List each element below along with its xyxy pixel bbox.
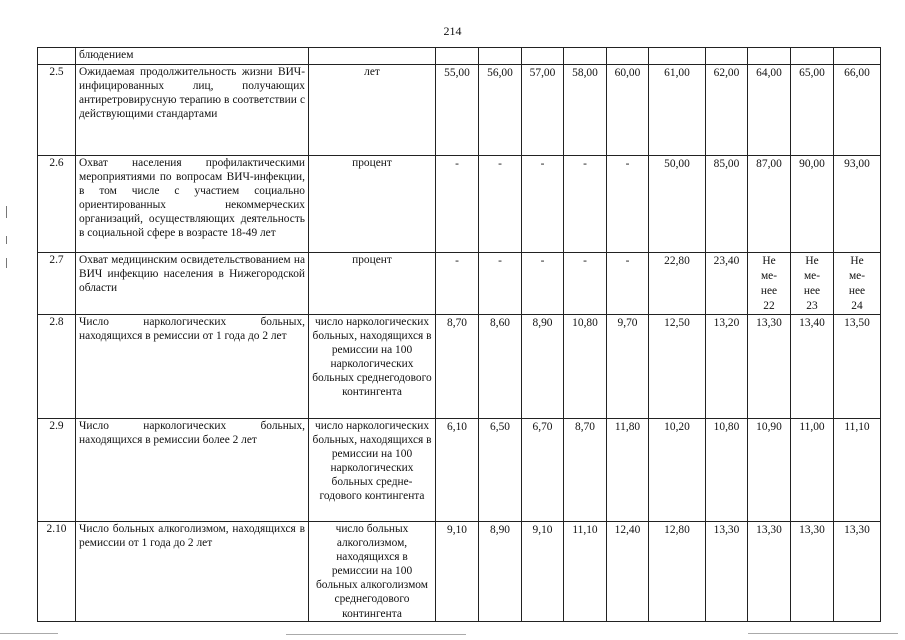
table-row <box>38 522 881 622</box>
value-cell: 6,10 <box>436 419 479 522</box>
value-line: нее <box>803 285 821 297</box>
margin-mark <box>6 236 7 244</box>
value-cell: 8,90 <box>479 522 522 622</box>
row-number-cell: 2.7 <box>38 253 76 315</box>
value-line: Не <box>805 255 819 267</box>
value-cell <box>607 48 649 65</box>
margin-mark <box>6 258 7 268</box>
value-cell <box>748 48 791 65</box>
value-cell: 11,00 <box>791 419 834 522</box>
value-cell: 50,00 <box>649 156 706 253</box>
unit-cell: процент <box>309 156 436 253</box>
value-cell: 6,50 <box>479 419 522 522</box>
value-cell: 8,70 <box>564 419 607 522</box>
row-number-cell: 2.10 <box>38 522 76 622</box>
value-cell: 13,50 <box>834 315 881 419</box>
value-cell <box>706 48 748 65</box>
value-cell: - <box>607 156 649 253</box>
value-cell <box>522 48 564 65</box>
value-line: 24 <box>851 300 863 312</box>
value-cell: 55,00 <box>436 65 479 156</box>
row-number-cell <box>38 48 76 65</box>
description-cell: блюдением <box>76 48 309 65</box>
description-cell: Число больных алкоголизмом, находящихся в ремиссии от 1 года до 2 лет <box>76 522 309 622</box>
value-cell: - <box>522 253 564 315</box>
value-cell <box>834 253 881 315</box>
value-cell: 9,10 <box>522 522 564 622</box>
value-line: нее <box>760 285 778 297</box>
bottom-artifact-line <box>286 634 466 635</box>
value-cell <box>834 48 881 65</box>
value-cell: - <box>564 156 607 253</box>
value-cell <box>791 48 834 65</box>
unit-cell: число наркологических больных, находящихся в ремиссии на 100 наркологических больных среднегодового контингента <box>309 315 436 419</box>
table-row <box>38 65 881 156</box>
value-cell: 11,10 <box>564 522 607 622</box>
value-cell: 12,40 <box>607 522 649 622</box>
row-number-cell: 2.6 <box>38 156 76 253</box>
value-cell: 12,50 <box>649 315 706 419</box>
value-cell: 11,10 <box>834 419 881 522</box>
value-cell: - <box>564 253 607 315</box>
value-cell <box>649 48 706 65</box>
value-cell: 93,00 <box>834 156 881 253</box>
value-cell: 13,30 <box>748 522 791 622</box>
value-cell: 13,30 <box>834 522 881 622</box>
value-cell: 13,30 <box>791 522 834 622</box>
value-cell: 12,80 <box>649 522 706 622</box>
value-cell: 60,00 <box>607 65 649 156</box>
page-number: 214 <box>443 24 462 38</box>
row-number-cell: 2.9 <box>38 419 76 522</box>
value-cell: 57,00 <box>522 65 564 156</box>
value-cell: 13,40 <box>791 315 834 419</box>
description-cell: Число наркологических больных, находящихся в ремиссии от 1 года до 2 лет <box>76 315 309 419</box>
bottom-artifact-line <box>0 633 58 634</box>
description-cell: Число наркологических больных, находящихся в ремиссии более 2 лет <box>76 419 309 522</box>
value-cell: 61,00 <box>649 65 706 156</box>
value-cell: 11,80 <box>607 419 649 522</box>
description-cell: Охват населения профилактическими мероприятиями по вопросам ВИЧ-инфекции, в том числе с участием социально ориентированных некоммерческих организаций, осуществляющих деятельность в социальной сфере в возрасте 18-49 лет <box>76 156 309 253</box>
value-cell: 23,40 <box>706 253 748 315</box>
value-cell: 13,30 <box>706 522 748 622</box>
value-cell: 10,20 <box>649 419 706 522</box>
value-cell <box>791 253 834 315</box>
value-cell <box>564 48 607 65</box>
table-row-continuation <box>38 48 881 65</box>
value-cell: 22,80 <box>649 253 706 315</box>
unit-cell: лет <box>309 65 436 156</box>
unit-cell: число наркологических больных, находящихся в ремиссии на 100 наркологических больных средне-годового контингента <box>309 419 436 522</box>
table-row <box>38 156 881 253</box>
description-cell: Охват медицинским освидетельствованием на ВИЧ инфекцию населения в Нижегородской области <box>76 253 309 315</box>
value-cell: 90,00 <box>791 156 834 253</box>
value-cell: - <box>479 156 522 253</box>
table-row <box>38 315 881 419</box>
value-cell: 13,20 <box>706 315 748 419</box>
table-row <box>38 253 881 315</box>
value-cell: - <box>436 253 479 315</box>
row-number-cell: 2.8 <box>38 315 76 419</box>
value-cell: 9,70 <box>607 315 649 419</box>
description-cell: Ожидаемая продолжительность жизни ВИЧ-инфицированных лиц, получающих антиретровирусную терапию в соответствии с действующими стандартами <box>76 65 309 156</box>
value-line: 23 <box>806 300 818 312</box>
unit-cell: процент <box>309 253 436 315</box>
value-cell: - <box>436 156 479 253</box>
value-cell: 13,30 <box>748 315 791 419</box>
value-line: Не <box>850 255 864 267</box>
value-cell: 56,00 <box>479 65 522 156</box>
value-cell: 64,00 <box>748 65 791 156</box>
value-cell <box>748 253 791 315</box>
value-cell: 62,00 <box>706 65 748 156</box>
value-cell: - <box>522 156 564 253</box>
value-line: нее <box>848 285 866 297</box>
value-cell: 8,90 <box>522 315 564 419</box>
unit-cell <box>309 48 436 65</box>
table-row <box>38 419 881 522</box>
value-cell: 58,00 <box>564 65 607 156</box>
margin-mark <box>6 206 7 218</box>
value-cell: 66,00 <box>834 65 881 156</box>
value-cell: 10,90 <box>748 419 791 522</box>
value-cell: 8,60 <box>479 315 522 419</box>
value-cell: 10,80 <box>706 419 748 522</box>
row-number-cell: 2.5 <box>38 65 76 156</box>
value-cell: - <box>607 253 649 315</box>
value-cell: 9,10 <box>436 522 479 622</box>
value-cell: 85,00 <box>706 156 748 253</box>
value-cell: 10,80 <box>564 315 607 419</box>
value-line: ме- <box>760 270 778 282</box>
value-line: ме- <box>803 270 821 282</box>
value-cell <box>436 48 479 65</box>
indicator-table <box>37 47 881 622</box>
value-cell: 6,70 <box>522 419 564 522</box>
unit-cell: число больных алкоголизмом, находящихся в ремиссии на 100 больных алкоголизмом среднегодового контингента <box>309 522 436 622</box>
value-line: 22 <box>763 300 775 312</box>
bottom-artifact-line <box>748 633 898 634</box>
value-cell <box>479 48 522 65</box>
value-cell: 87,00 <box>748 156 791 253</box>
value-cell: 8,70 <box>436 315 479 419</box>
value-line: Не <box>762 255 776 267</box>
value-line: ме- <box>848 270 866 282</box>
value-cell: - <box>479 253 522 315</box>
value-cell: 65,00 <box>791 65 834 156</box>
